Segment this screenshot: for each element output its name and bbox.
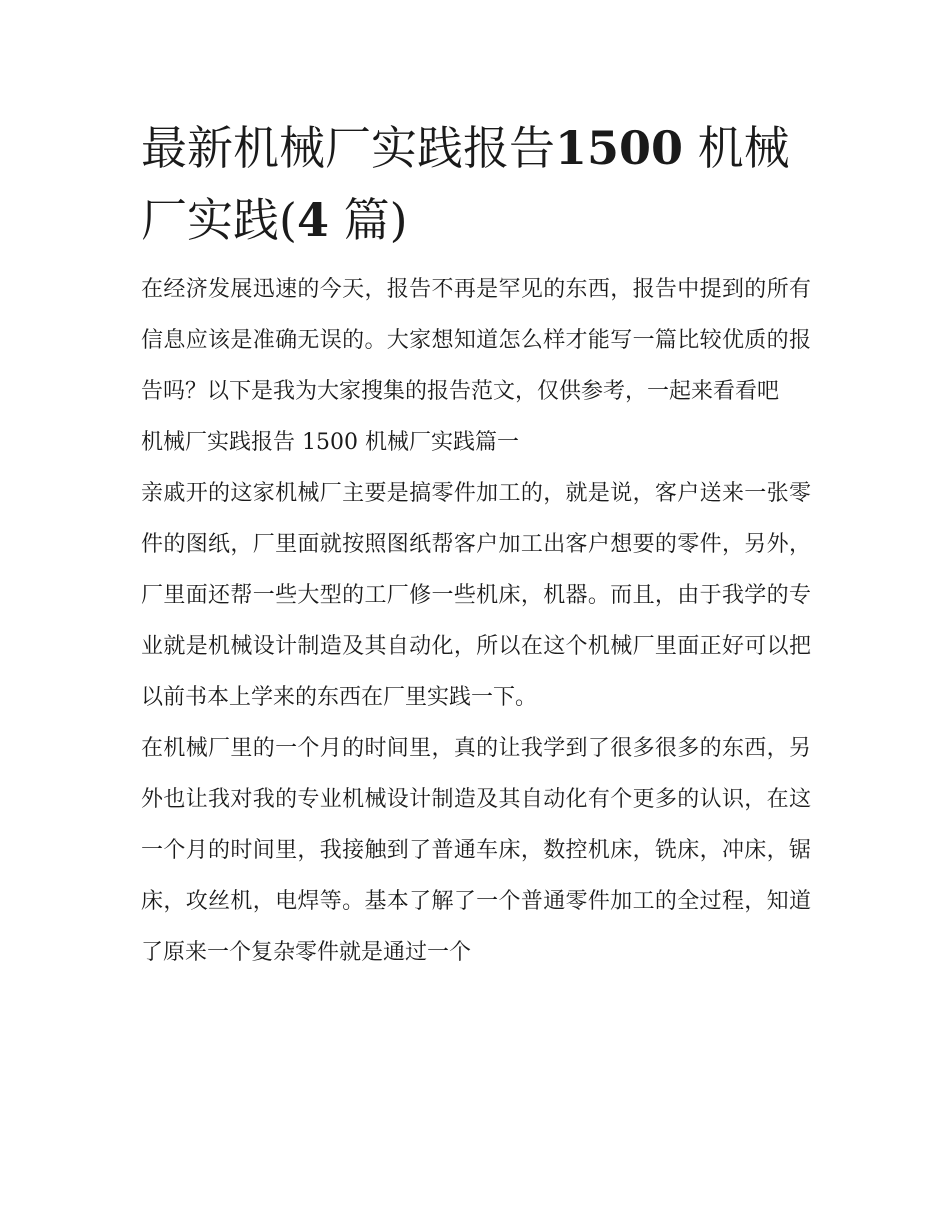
document-page	[141, 112, 811, 978]
title-part-2: 机械厂实践(	[141, 121, 790, 247]
title-number-2: 4	[296, 193, 329, 247]
title-part-3: 篇)	[343, 193, 408, 247]
title-number-1: 1500	[555, 121, 684, 175]
section-heading: 机械厂实践报告 1500 机械厂实践篇一	[141, 430, 519, 455]
body-paragraph-1: 亲戚开的这家机械厂主要是搞零件加工的，就是说，客户送来一张零件的图纸，厂里面就按照图纸帮客户加工出客户想要的零件，另外，厂里面还帮一些大型的工厂修一些机床，机器。而且，由于我学的专业就是机械设计制造及其自动化，所以在这个机械厂里面正好可以把以前书本上学来的东西在厂里实践一下。	[141, 481, 811, 710]
title-part-1: 最新机械厂实践报告	[141, 121, 555, 175]
intro-paragraph: 在经济发展迅速的今天，报告不再是罕见的东西，报告中提到的所有信息应该是准确无误的。大家想知道怎么样才能写一篇比较优质的报告吗？以下是我为大家搜集的报告范文，仅供参考，一起来看看吧	[141, 277, 811, 404]
body-paragraph-2: 在机械厂里的一个月的时间里，真的让我学到了很多很多的东西，另外也让我对我的专业机械设计制造及其自动化有个更多的认识，在这一个月的时间里，我接触到了普通车床，数控机床，铣床，冲床，锯床，攻丝机，电焊等。基本了解了一个普通零件加工的全过程，知道了原来一个复杂零件就是通过一个	[141, 736, 811, 965]
document-title	[141, 112, 811, 256]
